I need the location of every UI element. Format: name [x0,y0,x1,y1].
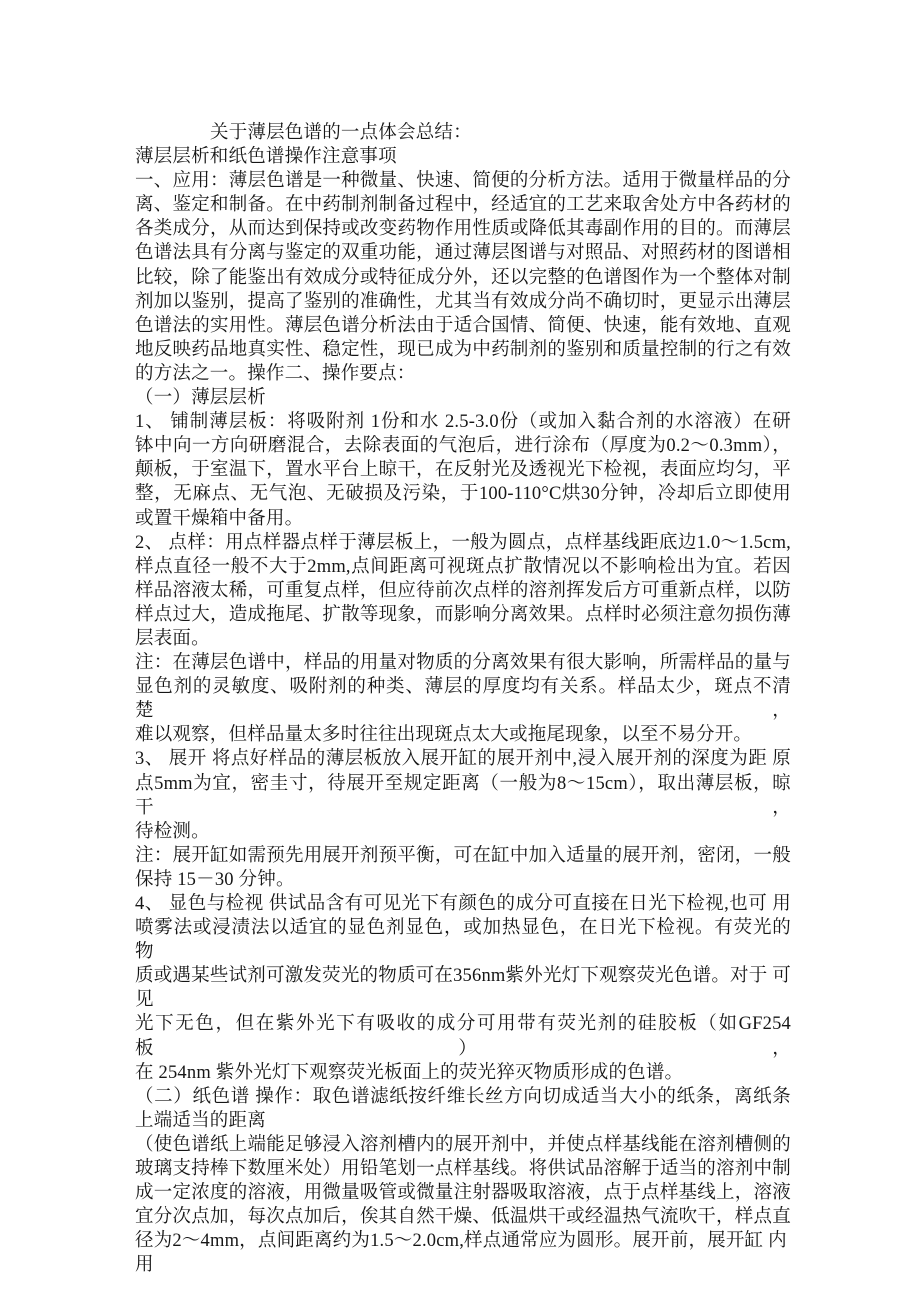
text-line: 或置干燥箱中备用。 [135,508,304,529]
text-line: 喷雾法或浸渍法以适宜的显色剂显色，或加热显色，在日光下检视。有荧光的 物 [135,918,791,963]
text-line: 各类成分，从而达到保持或改变药物作用性质或降低其毒副作用的目的。而薄层 [135,219,791,240]
text-line: 成一定浓度的溶液，用微量吸管或微量注射器吸取溶液，点于点样基线上，溶液 [135,1183,791,1204]
text-line: 地反映药品地真实性、稳定性，现已成为中药制剂的鉴别和质量控制的行之有效 [135,339,791,360]
text-line: 色谱法的实用性。薄层色谱分析法由于适合国情、简便、快速，能有效地、直观 [135,315,791,336]
text-line: 薄层层析和纸色谱操作注意事项 [135,147,397,168]
text-line: 1、 铺制薄层板：将吸附剂 1份和水 2.5-3.0份（或加入黏合剂的水溶液）在研 [135,412,791,433]
text-line: 样品溶液太稀，可重复点样，但应待前次点样的溶剂挥发后方可重新点样，以防 [135,580,791,601]
text-line: 颠板，于室温下，置水平台上晾干，在反射光及透视光下检视，表面应均匀，平 [135,460,791,481]
text-line: 样点过大，造成拖尾、扩散等现象，而影响分离效果。点样时必须注意勿损伤薄 [135,604,791,625]
text-line: （二）纸色谱 操作：取色谱滤纸按纤维长丝方向切成适当大小的纸条，离纸条 [135,1086,791,1107]
document-body [135,121,791,1278]
text-line: 待检测。 [135,821,210,842]
text-line: 质或遇某些试剂可激发荧光的物质可在356nm紫外光灯下观察荧光色谱。对于 可见 [135,966,791,1011]
text-line: （使色谱纸上端能足够浸入溶剂槽内的展开剂中，并使点样基线能在溶剂槽侧的 [135,1134,791,1155]
text-line: 一、应用：薄层色谱是一种微量、快速、简便的分析方法。适用于微量样品的分 [135,171,791,192]
text-line: 点5mm为宜，密圭寸，待展开至规定距离（一般为8〜15cm），取出薄层板，晾 干， [135,773,791,818]
text-line: 显色剂的灵敏度、吸附剂的种类、薄层的厚度均有关系。样品太少，斑点不清楚， [135,677,791,722]
text-line: 玻璃支持棒下数厘米处）用铅笔划一点样基线。将供试品溶解于适当的溶剂中制 [135,1159,791,1180]
text-line: 层表面。 [135,628,210,649]
text-line: 剂加以鉴别，提高了鉴别的准确性，尤其当有效成分尚不确切时，更显示出薄层 [135,291,791,312]
text-line: 保持 15－30 分钟。 [135,869,295,890]
text-line: 在 254nm 紫外光灯下观察荧光板面上的荧光猝灭物质形成的色谱。 [135,1062,684,1083]
text-line: 关于薄层色谱的一点体会总结： [210,123,472,143]
text-line: 2、 点样：用点样器点样于薄层板上，一般为圆点，点样基线距底边1.0〜1.5cm, [135,532,791,553]
text-line: 样点直径一般不大于2mm,点间距离可视斑点扩散情况以不影响检出为宜。若因 [135,556,791,577]
text-line: 离、鉴定和制备。在中药制剂制备过程中，经适宜的工艺来取舍处方中各药材的 [135,195,791,216]
text-line: 整，无麻点、无气泡、无破损及污染，于100-110°C烘30分钟，冷却后立即使用 [135,484,791,505]
text-line: 上端适当的距离 [135,1110,266,1131]
text-line: 宜分次点加，每次点加后，俟其自然干燥、低温烘干或经温热气流吹干，样点直 [135,1207,791,1228]
text-line: （一）薄层层析 [135,388,266,409]
text-line: 光下无色，但在紫外光下有吸收的成分可用带有荧光剂的硅胶板（如GF254 板）， [135,1014,791,1059]
text-line: 色谱法具有分离与鉴定的双重功能，通过薄层图谱与对照品、对照药材的图谱相 [135,243,791,264]
text-line: 4、 显色与检视 供试品含有可见光下有颜色的成分可直接在日光下检视,也可 用 [135,894,791,914]
text-line: 注：在薄层色谱中，样品的用量对物质的分离效果有很大影响，所需样品的量与 [135,653,791,674]
text-line: 钵中向一方向研磨混合，去除表面的气泡后，进行涂布（厚度为0.2〜0.3mm）， [135,436,791,457]
text-line: 注：展开缸如需预先用展开剂预平衡，可在缸中加入适量的展开剂，密闭，一般 [135,845,791,866]
text-line: 难以观察，但样品量太多时往往出现斑点太大或拖尾现象，以至不易分开。 [135,725,753,746]
text-line: 比较，除了能鉴出有效成分或特征成分外，还以完整的色谱图作为一个整体对制 [135,267,791,288]
text-line: 径为2〜4mm，点间距离约为1.5〜2.0cm,样点通常应为圆形。展开前，展开缸 内用 [135,1231,787,1276]
text-line: 3、 展开 将点好样品的薄层板放入展开缸的展开剂中,浸入展开剂的深度为距 原 [135,749,791,770]
text-line: 的方法之一。操作二、操作要点： [135,363,416,384]
